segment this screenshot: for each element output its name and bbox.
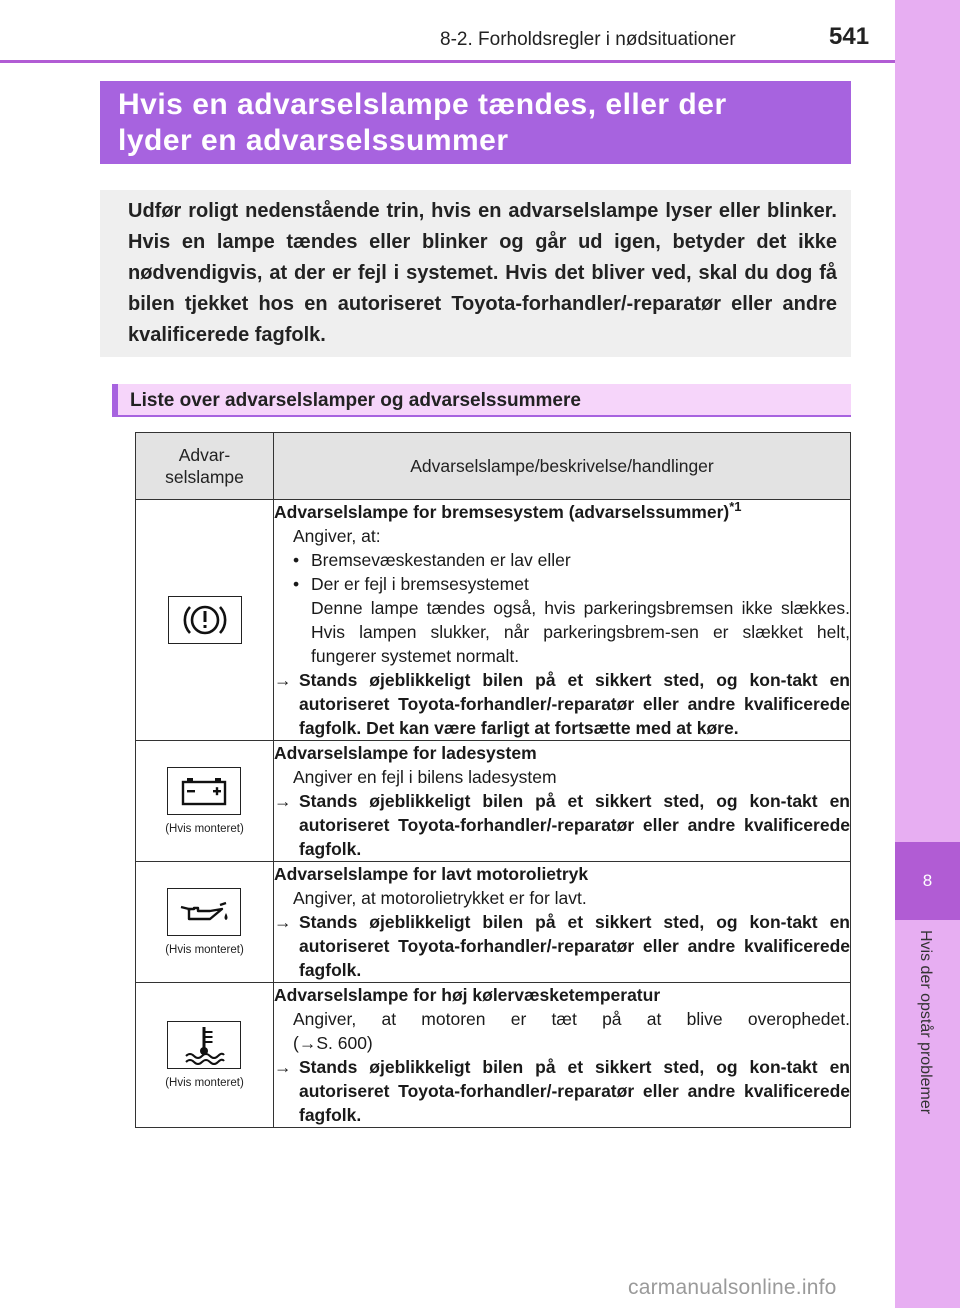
list-subheading: Liste over advarselslamper og advarselssummere xyxy=(112,384,851,417)
page-reference-text[interactable]: S. 600) xyxy=(316,1033,373,1053)
lamp-title: Advarselslampe for ladesystem xyxy=(274,743,537,763)
table-row xyxy=(136,983,851,1128)
lamp-cell xyxy=(136,741,274,862)
arrow-icon: → xyxy=(274,670,292,690)
list-item-text: Der er fejl i bremsesystemet xyxy=(311,574,529,594)
arrow-icon: → xyxy=(274,1057,292,1077)
footnote-marker: *1 xyxy=(729,499,742,515)
lamp-description: Angiver, at motoren er tæt på at blive overophedet. xyxy=(293,1009,850,1029)
lamp-action-text: Stands øjeblikkeligt bilen på et sikkert sted, og kon-takt en autoriseret Toyota-forhandler/-reparatør eller andre kvalificerede fagfolk. xyxy=(299,1057,850,1125)
main-heading-line1: Hvis en advarselslampe tændes, eller der xyxy=(118,88,727,121)
list-item-text: Bremsevæskestanden er lav eller xyxy=(311,550,571,570)
page-reference-open: ( xyxy=(293,1033,299,1053)
chapter-number-tab xyxy=(895,842,960,920)
column-header-lamp-line2: selslampe xyxy=(165,467,244,487)
description-cell xyxy=(274,500,851,741)
arrow-icon: → xyxy=(274,912,292,932)
lamp-action-text: Stands øjeblikkeligt bilen på et sikkert sted, og kon-takt en autoriseret Toyota-forhandler/-reparatør eller andre kvalificerede fagfolk. Det kan være farligt at fortsætte med at køre. xyxy=(299,670,850,738)
column-header-lamp xyxy=(136,433,274,500)
description-cell xyxy=(274,741,851,862)
watermark: carmanualsonline.info xyxy=(628,1276,837,1299)
main-heading xyxy=(100,81,851,164)
chapter-title-tab xyxy=(910,930,940,1170)
lamp-title: Advarselslampe for høj kølervæsketemperatur xyxy=(274,985,661,1005)
lamp-caption: (Hvis monteret) xyxy=(165,823,244,835)
page-number: 541 xyxy=(829,23,870,50)
lamp-action xyxy=(274,668,850,740)
chapter-title: Hvis der opstår problemer xyxy=(917,930,934,1115)
table-header-row xyxy=(136,433,851,500)
header-divider xyxy=(0,60,895,63)
lamp-title: Advarselslampe for lavt motorolietryk xyxy=(274,864,589,884)
lamp-cell xyxy=(136,862,274,983)
description-cell xyxy=(274,983,851,1128)
lamp-cell xyxy=(136,500,274,741)
chapter-number: 8 xyxy=(922,871,933,890)
lamp-title xyxy=(274,500,850,524)
lamp-description: Angiver en fejl i bilens ladesystem xyxy=(293,767,557,787)
table-row xyxy=(136,741,851,862)
lamp-note: Denne lampe tændes også, hvis parkeringsbremsen ikke slækkes. Hvis lampen slukker, når parkeringsbrem-sen er slækket helt, fungerer systemet normalt. xyxy=(311,598,850,666)
lamp-description: Angiver, at motorolietrykket er for lavt. xyxy=(293,888,587,908)
intro-box xyxy=(100,190,851,357)
page-reference xyxy=(274,1031,850,1055)
battery-icon xyxy=(167,767,241,815)
lamp-title-text: Advarselslampe for bremsesystem (advarselssummer) xyxy=(274,502,730,522)
lamp-action-text: Stands øjeblikkeligt bilen på et sikkert sted, og kon-takt en autoriseret Toyota-forhandler/-reparatør eller andre kvalificerede fagfolk. xyxy=(299,791,850,859)
column-header-description: Advarselslampe/beskrivelse/handlinger xyxy=(274,433,851,500)
arrow-icon: → xyxy=(274,791,292,811)
lamp-action-text: Stands øjeblikkeligt bilen på et sikkert sted, og kon-takt en autoriseret Toyota-forhandler/-reparatør eller andre kvalificerede fagfolk. xyxy=(299,912,850,980)
lamp-cell xyxy=(136,983,274,1128)
list-item: • Bremsevæskestanden er lav eller xyxy=(293,550,571,570)
oil-can-icon xyxy=(167,888,241,936)
table-row xyxy=(136,500,851,741)
warning-table xyxy=(135,432,851,1128)
description-cell xyxy=(274,862,851,983)
lamp-action xyxy=(274,1055,850,1127)
column-header-lamp-line1: Advar- xyxy=(178,445,231,465)
lamp-description: Angiver, at: xyxy=(293,526,381,546)
lamp-action xyxy=(274,789,850,861)
arrow-icon: → xyxy=(298,1033,317,1053)
brake-warning-icon xyxy=(168,596,242,644)
main-heading-line2: lyder en advarselssummer xyxy=(118,124,509,157)
header-section-title: 8-2. Forholdsregler i nødsituationer xyxy=(440,29,736,50)
intro-text: Udfør roligt nedenstående trin, hvis en advarselslampe lyser eller blinker. Hvis en lampe tændes eller blinker og går ud igen, betyder det ikke nødvendigvis, at der er fejl i systemet. Hvis det bliver ved, skal du dog få bilen tjekket hos en autoriseret Toyota-forhandler/-reparatør eller andre kvalificerede fagfolk. xyxy=(128,200,837,346)
lamp-caption: (Hvis monteret) xyxy=(165,944,244,956)
table-row xyxy=(136,862,851,983)
lamp-caption: (Hvis monteret) xyxy=(165,1077,244,1089)
lamp-action xyxy=(274,910,850,982)
list-item: • Der er fejl i bremsesystemet xyxy=(293,574,529,594)
coolant-temp-icon xyxy=(167,1021,241,1069)
